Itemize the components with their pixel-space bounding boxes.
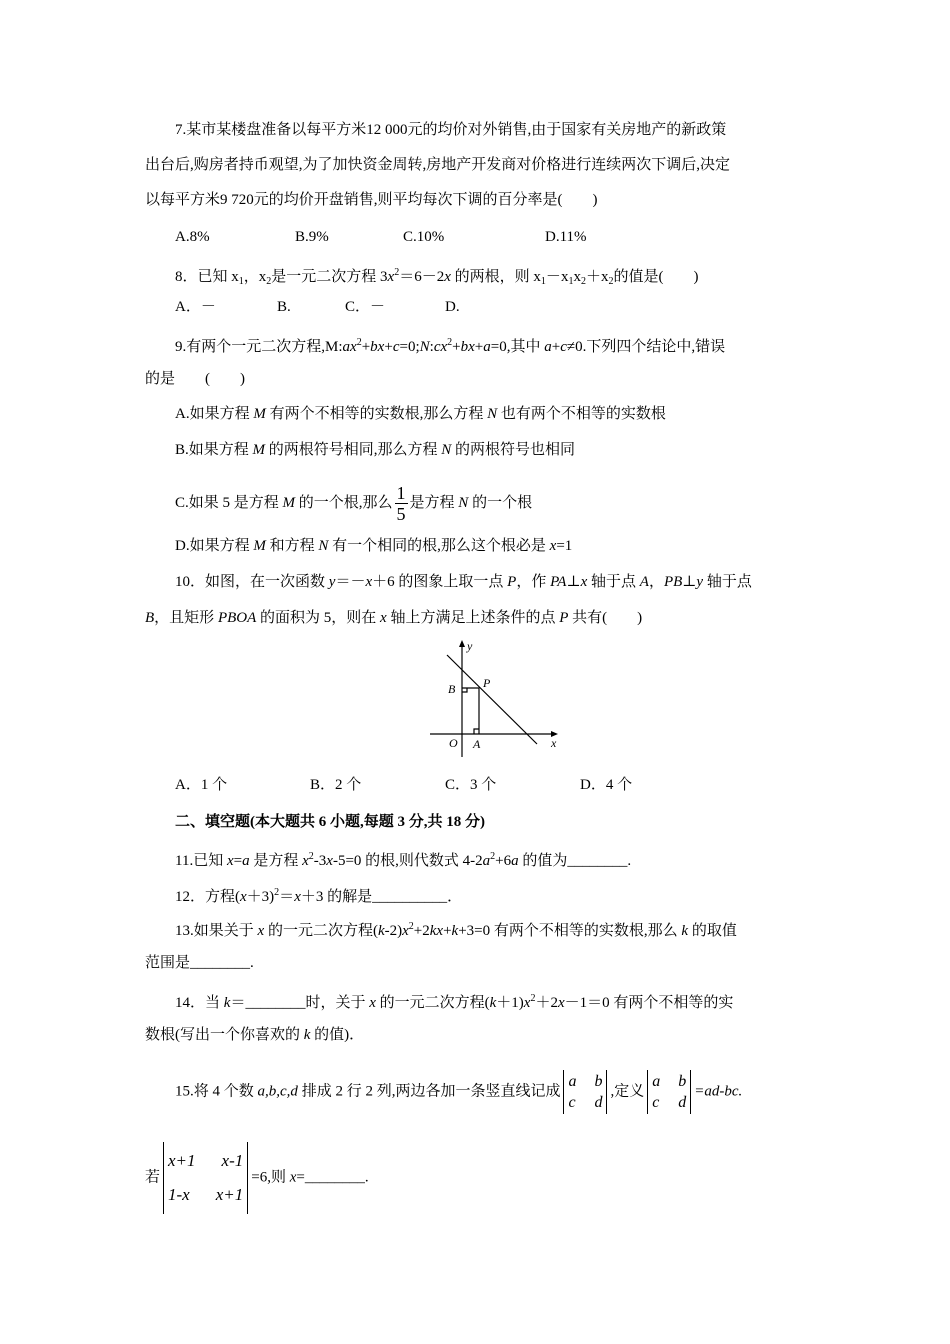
text-segment: x xyxy=(257,923,265,939)
text-segment: y xyxy=(328,574,336,590)
text-segment: a xyxy=(482,853,491,869)
text-segment: x xyxy=(533,269,541,285)
text-segment: 的一元二次方程( xyxy=(375,995,490,1011)
text: =________. xyxy=(296,1169,369,1186)
text-segment: =0,其中 xyxy=(490,339,545,355)
text-segment: =0; xyxy=(399,339,420,355)
text-segment: ≠0.下列四个结论中,错误 xyxy=(566,339,726,355)
text-segment: ＝－ xyxy=(335,574,366,590)
text-line xyxy=(175,572,752,592)
text-line xyxy=(545,227,587,247)
text-segment: M xyxy=(253,538,266,554)
text-segment: ＝________时，关于 xyxy=(230,995,370,1011)
label-P: P xyxy=(483,676,491,690)
text-segment: C．－ xyxy=(345,299,386,315)
text-segment: x xyxy=(387,269,395,285)
text-segment: x xyxy=(573,269,581,285)
text-segment: 8．已知 xyxy=(175,269,232,285)
text-segment: ＋ xyxy=(585,269,601,285)
text-segment: 是方程 xyxy=(249,853,303,869)
text-segment: x xyxy=(294,889,301,905)
text-segment: 2 xyxy=(308,851,314,862)
function-line xyxy=(447,655,537,744)
cell: d xyxy=(594,1094,603,1111)
fraction xyxy=(395,483,408,524)
text-line xyxy=(310,775,361,795)
text-line xyxy=(145,190,598,210)
text-segment: N xyxy=(441,442,452,458)
text-segment: ， xyxy=(243,269,259,285)
text-segment: x xyxy=(523,995,531,1011)
cell: d xyxy=(678,1094,687,1111)
text-segment: 有两个不相等的实数根,那么方程 xyxy=(265,406,488,422)
text-segment: B.9% xyxy=(295,229,329,245)
text-segment: x xyxy=(580,574,588,590)
text-segment: 1 xyxy=(540,276,546,287)
text-segment: x xyxy=(326,853,333,869)
text-segment: 9.有两个一元二次方程, xyxy=(175,339,326,355)
text-line xyxy=(175,404,666,424)
figure-linear-function xyxy=(413,637,573,762)
text-segment: N xyxy=(318,538,329,554)
text-segment: : xyxy=(338,339,343,355)
text-segment: 2 xyxy=(608,276,614,287)
text-segment: － xyxy=(545,269,561,285)
question-15-line1 xyxy=(175,1070,742,1114)
text-segment: 的一元二次方程( xyxy=(264,923,378,939)
text-segment: PB xyxy=(663,574,683,590)
text-segment: + xyxy=(443,923,452,939)
text-segment: kx xyxy=(429,923,444,939)
text-segment: +3=0 有两个不相等的实数根,那么 xyxy=(458,923,682,939)
text: =ad-bc. xyxy=(694,1083,743,1100)
text-segment: A．1 个 xyxy=(175,777,228,793)
text-segment: ，且矩形 xyxy=(154,610,218,626)
text-segment: D.11% xyxy=(545,229,587,245)
text: 15.将 4 个数 xyxy=(175,1083,258,1100)
text-segment: N xyxy=(419,339,430,355)
text-segment: A.如果方程 xyxy=(175,406,254,422)
text-segment: 11.已知 xyxy=(175,853,227,869)
text-line xyxy=(145,369,245,389)
text-segment: x xyxy=(369,995,376,1011)
text-segment: B xyxy=(145,610,155,626)
text-segment: B．2 个 xyxy=(310,777,362,793)
text-segment: 数根(写出一个你喜欢的 xyxy=(145,1027,304,1043)
text-segment: 2 xyxy=(394,267,400,278)
text-line xyxy=(277,297,291,317)
text-line xyxy=(175,883,462,907)
text-segment: 的取值 xyxy=(688,923,737,939)
text-segment: cx xyxy=(433,339,448,355)
cell: x-1 xyxy=(221,1151,244,1170)
text-segment: a xyxy=(242,853,250,869)
text-segment: + xyxy=(384,339,393,355)
text-line xyxy=(175,847,631,871)
text-segment: 的是 ( ) xyxy=(145,371,245,387)
text-segment: 的一个根 xyxy=(468,494,533,511)
cell: x+1 xyxy=(168,1151,196,1170)
cell: c xyxy=(568,1094,576,1111)
text-segment: x xyxy=(444,269,451,285)
text-segment: x xyxy=(380,610,387,626)
text-segment: a xyxy=(483,339,491,355)
label-O: O xyxy=(449,736,458,750)
cell: 1-x xyxy=(168,1185,190,1204)
label-y: y xyxy=(467,639,473,653)
text-segment: C．3 个 xyxy=(445,777,497,793)
text-segment: -2) xyxy=(384,923,403,939)
text-segment: ，作 xyxy=(516,574,551,590)
determinant xyxy=(647,1070,691,1114)
text-segment: bx xyxy=(460,339,475,355)
text-line xyxy=(145,155,730,175)
text-segment: N xyxy=(487,406,498,422)
text-segment: a xyxy=(511,853,519,869)
question-15-line2 xyxy=(145,1142,369,1214)
text-segment: = xyxy=(233,853,243,869)
text-segment: a xyxy=(544,339,552,355)
text-segment: P xyxy=(507,574,517,590)
text-segment: x xyxy=(402,923,409,939)
text-segment: -3 xyxy=(313,853,327,869)
text: ,定义 xyxy=(610,1083,645,1100)
text-segment: + xyxy=(551,339,561,355)
text-segment: -5=0 的根,则代数式 4-2 xyxy=(332,853,483,869)
text: a,b,c,d xyxy=(257,1083,298,1100)
text-segment: k xyxy=(451,923,459,939)
text-segment: 共有( ) xyxy=(568,610,643,626)
text-line xyxy=(175,120,726,140)
text-segment: 2 xyxy=(580,276,586,287)
text-segment: x xyxy=(258,269,267,285)
text-segment: 的两根，则 xyxy=(450,269,534,285)
text-segment: 的一个根,那么 xyxy=(295,494,393,511)
text-segment: 以每平方米9 720元的均价开盘销售,则平均每次下调的百分率是( ) xyxy=(145,192,598,208)
text-segment: PBOA xyxy=(217,610,257,626)
text-segment: k xyxy=(223,995,231,1011)
text-line xyxy=(175,297,216,317)
text-segment: 10．如图，在一次函数 xyxy=(175,574,329,590)
text-segment: x xyxy=(231,269,239,285)
text-segment: +6 xyxy=(495,853,512,869)
cell: x+1 xyxy=(215,1185,244,1204)
text-segment: 的两根符号也相同 xyxy=(451,442,576,458)
cell: b xyxy=(678,1073,687,1090)
text-segment: M xyxy=(282,494,296,511)
text-segment: 7.某市某楼盘准备以每平方米12 000元的均价对外销售,由于国家有关房地产的新政策 xyxy=(175,122,727,138)
text-segment: P xyxy=(559,610,569,626)
text-segment: x xyxy=(600,269,609,285)
text-segment: ⊥ xyxy=(682,574,697,590)
cell: a xyxy=(652,1073,661,1090)
text-segment: B.如果方程 xyxy=(175,442,253,458)
text-segment: y xyxy=(696,574,704,590)
text-segment: x xyxy=(226,853,234,869)
text-segment: 2 xyxy=(530,993,536,1004)
text-segment: A．－ xyxy=(175,299,216,315)
text-segment: k xyxy=(377,923,385,939)
text-segment: 2 xyxy=(408,921,414,932)
text-segment: k xyxy=(489,995,497,1011)
text-segment: PA xyxy=(550,574,567,590)
text-segment: k xyxy=(303,1027,311,1043)
text-segment: 13.如果关于 xyxy=(175,923,258,939)
label-B: B xyxy=(448,682,456,696)
text-segment: 2 xyxy=(447,337,453,348)
text-segment: 有一个相同的根,那么这个根必是 xyxy=(328,538,550,554)
text-segment: C.10% xyxy=(403,229,445,245)
text-line xyxy=(345,297,385,317)
text-segment: －1＝0 有两个不相等的实 xyxy=(564,995,734,1011)
text-segment: c xyxy=(392,339,400,355)
text-segment: 出台后,购房者持币观望,为了加快资金周转,房地产开发商对价格进行连续两次下调后,决定 xyxy=(145,157,731,173)
text-segment: 的值是( ) xyxy=(613,269,699,285)
text-segment: 轴于点 xyxy=(587,574,640,590)
text-segment: 轴上方满足上述条件的点 xyxy=(386,610,560,626)
text-segment: x xyxy=(302,853,309,869)
text-segment: 2 xyxy=(266,276,272,287)
text-line xyxy=(175,227,210,247)
text-segment: ＋2 xyxy=(535,995,558,1011)
text-line xyxy=(403,227,444,247)
text-segment: + xyxy=(361,339,371,355)
text-line xyxy=(145,953,254,973)
text-line xyxy=(175,989,733,1013)
text-segment: bx xyxy=(370,339,385,355)
text-segment: D. xyxy=(445,299,460,315)
label-x: x xyxy=(551,736,557,750)
text-line xyxy=(175,917,737,941)
text-segment: M xyxy=(253,406,266,422)
text-segment: 2 xyxy=(356,337,362,348)
text-segment: M xyxy=(325,339,339,355)
text-segment: ＝ xyxy=(279,889,295,905)
text-segment: 的值)． xyxy=(310,1027,365,1043)
text-segment: ＋3 的解是__________． xyxy=(300,889,463,905)
text-line xyxy=(175,440,575,460)
rectangle-pboa xyxy=(462,688,479,734)
text-segment: 14．当 xyxy=(175,995,224,1011)
text-line xyxy=(175,775,227,795)
text-segment: 的值为________. xyxy=(518,853,632,869)
text-segment: 是一元二次方程 3 xyxy=(271,269,388,285)
text-segment: A xyxy=(639,574,649,590)
text-segment: : xyxy=(429,339,434,355)
text-line xyxy=(175,333,725,357)
text-segment: ＋6 的图象上取一点 xyxy=(372,574,508,590)
text-segment: C.如果 5 是方程 xyxy=(175,494,283,511)
text-segment: x xyxy=(557,995,565,1011)
text-segment: k xyxy=(681,923,689,939)
text-line xyxy=(175,483,532,524)
text-segment: D．4 个 xyxy=(580,777,633,793)
text-segment: 1 xyxy=(238,276,244,287)
text: =6,则 xyxy=(251,1169,290,1186)
cell: a xyxy=(568,1073,577,1090)
right-angle-mark xyxy=(474,729,479,734)
text-segment: D.如果方程 xyxy=(175,538,254,554)
text-segment: N xyxy=(458,494,469,511)
text-segment: x xyxy=(240,889,247,905)
text-line xyxy=(145,608,642,628)
text-line xyxy=(445,297,460,317)
text-segment: 的面积为 5，则在 xyxy=(256,610,381,626)
text-segment: 2 xyxy=(274,887,280,898)
text: x xyxy=(289,1169,297,1186)
text-segment: 5 xyxy=(396,504,406,524)
text-segment: ， xyxy=(648,574,664,590)
text-segment: =1 xyxy=(556,538,573,554)
text-segment: 的两根符号相同,那么方程 xyxy=(265,442,442,458)
text-line xyxy=(175,536,572,556)
text-segment: x xyxy=(549,538,557,554)
text-line xyxy=(175,263,698,292)
text-segment: ⊥ xyxy=(566,574,581,590)
text-segment: + xyxy=(452,339,461,355)
text-segment: ＋1) xyxy=(496,995,524,1011)
text-segment: ＋3) xyxy=(246,889,275,905)
text-line xyxy=(445,775,496,795)
text: 排成 2 行 2 列,两边各加一条竖直线记成 xyxy=(297,1083,561,1100)
text-segment: x xyxy=(560,269,569,285)
text-line xyxy=(580,775,632,795)
text-line xyxy=(145,1025,364,1045)
label-A: A xyxy=(473,737,481,751)
cell: c xyxy=(652,1094,660,1111)
text-segment: 12．方程( xyxy=(175,889,240,905)
text-segment: +2 xyxy=(413,923,430,939)
text-segment: 是方程 xyxy=(409,494,459,511)
text: 若 xyxy=(145,1169,161,1186)
text-segment: A.8% xyxy=(175,229,210,245)
text-segment: 1 xyxy=(396,483,406,503)
text-segment: + xyxy=(474,339,484,355)
text-line xyxy=(295,227,329,247)
determinant xyxy=(563,1070,607,1114)
cell: b xyxy=(594,1073,603,1090)
text-segment: 1 xyxy=(568,276,574,287)
text-segment: 轴于点 xyxy=(703,574,752,590)
text-segment: 和方程 xyxy=(265,538,319,554)
text-segment: x xyxy=(365,574,373,590)
text-segment: M xyxy=(252,442,266,458)
text-segment: 也有两个不相等的实数根 xyxy=(497,406,666,422)
text-segment: c xyxy=(560,339,567,355)
text-segment: B. xyxy=(277,299,291,315)
text-segment: 范围是________. xyxy=(145,955,254,971)
text-line xyxy=(175,812,485,832)
text-segment: 2 xyxy=(490,851,496,862)
determinant xyxy=(163,1142,248,1214)
text-segment: ＝6－2 xyxy=(399,269,445,285)
text-segment: 二、填空题(本大题共 6 小题,每题 3 分,共 18 分) xyxy=(175,814,485,830)
text-segment: ax xyxy=(342,339,357,355)
